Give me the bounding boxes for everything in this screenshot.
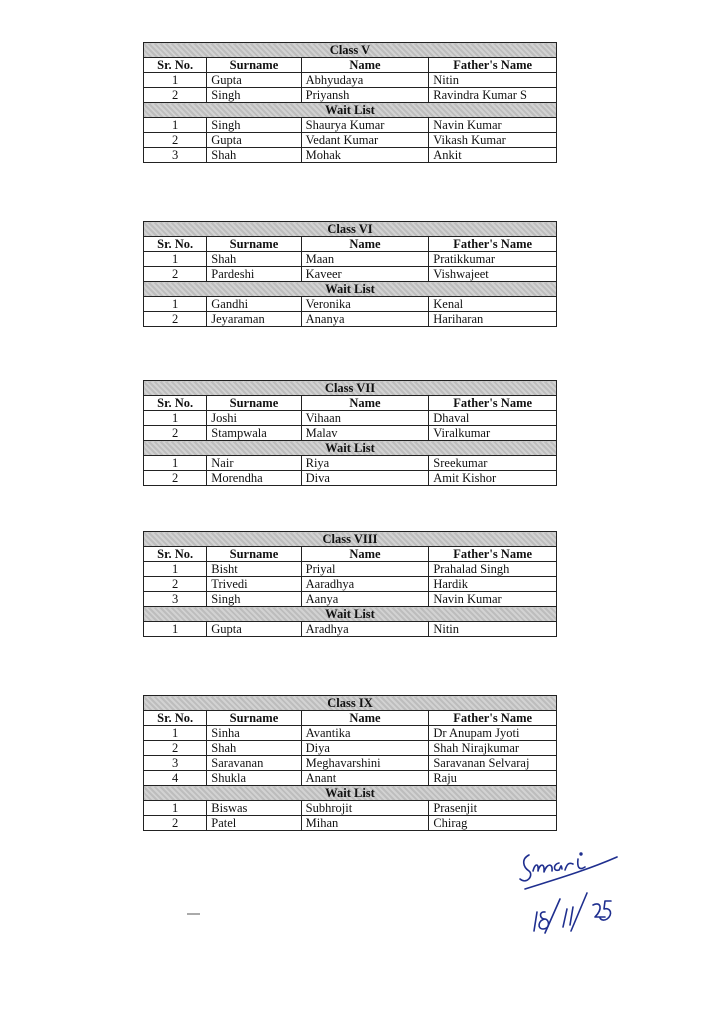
wait-list-student-row (144, 297, 557, 312)
student-row (144, 88, 557, 103)
name-cell: Abhyudaya (301, 73, 429, 88)
class-title-row (144, 532, 557, 547)
fathers-name-cell: Vikash Kumar (429, 133, 557, 148)
name-cell: Veronika (301, 297, 429, 312)
sr-no-cell: 3 (144, 592, 207, 607)
fathers-name-cell: Hardik (429, 577, 557, 592)
surname-cell: Gandhi (207, 297, 301, 312)
header-name: Name (301, 547, 429, 562)
name-cell: Priyal (301, 562, 429, 577)
header-name: Name (301, 237, 429, 252)
class-table-class-ix (143, 695, 557, 831)
wait-list-student-row (144, 801, 557, 816)
wait-list-student-row (144, 118, 557, 133)
wait-list-row (144, 103, 557, 118)
fathers-name-cell: Ravindra Kumar S (429, 88, 557, 103)
header-sr-no: Sr. No. (144, 711, 207, 726)
wait-list-row (144, 441, 557, 456)
sr-no-cell: 2 (144, 312, 207, 327)
wait-list-row (144, 607, 557, 622)
surname-cell: Singh (207, 118, 301, 133)
fathers-name-cell: Sreekumar (429, 456, 557, 471)
sr-no-cell: 2 (144, 88, 207, 103)
fathers-name-cell: Amit Kishor (429, 471, 557, 486)
name-cell: Riya (301, 456, 429, 471)
wait-list-label: Wait List (144, 786, 557, 801)
surname-cell: Jeyaraman (207, 312, 301, 327)
surname-cell: Bisht (207, 562, 301, 577)
student-row (144, 411, 557, 426)
class-table-class-vii (143, 380, 557, 486)
name-cell: Vedant Kumar (301, 133, 429, 148)
header-surname: Surname (207, 58, 301, 73)
fathers-name-cell: Prahalad Singh (429, 562, 557, 577)
sr-no-cell: 1 (144, 297, 207, 312)
name-cell: Meghavarshini (301, 756, 429, 771)
student-row (144, 592, 557, 607)
header-sr-no: Sr. No. (144, 237, 207, 252)
header-surname: Surname (207, 547, 301, 562)
surname-cell: Trivedi (207, 577, 301, 592)
wait-list-label: Wait List (144, 282, 557, 297)
header-sr-no: Sr. No. (144, 58, 207, 73)
surname-cell: Sinha (207, 726, 301, 741)
class-table-class-v (143, 42, 557, 163)
sr-no-cell: 1 (144, 801, 207, 816)
name-cell: Ananya (301, 312, 429, 327)
header-fathers-name: Father's Name (429, 396, 557, 411)
name-cell: Malav (301, 426, 429, 441)
surname-cell: Saravanan (207, 756, 301, 771)
sr-no-cell: 4 (144, 771, 207, 786)
sr-no-cell: 2 (144, 816, 207, 831)
fathers-name-cell: Chirag (429, 816, 557, 831)
column-header-row (144, 547, 557, 562)
name-cell: Anant (301, 771, 429, 786)
surname-cell: Shah (207, 741, 301, 756)
sr-no-cell: 2 (144, 426, 207, 441)
header-sr-no: Sr. No. (144, 547, 207, 562)
name-cell: Vihaan (301, 411, 429, 426)
fathers-name-cell: Kenal (429, 297, 557, 312)
class-title-row (144, 696, 557, 711)
student-row (144, 562, 557, 577)
class-title: Class VIII (144, 532, 557, 547)
student-row (144, 426, 557, 441)
column-header-row (144, 396, 557, 411)
wait-list-label: Wait List (144, 607, 557, 622)
class-title: Class IX (144, 696, 557, 711)
student-row (144, 756, 557, 771)
sr-no-cell: 2 (144, 267, 207, 282)
wait-list-student-row (144, 816, 557, 831)
class-title: Class V (144, 43, 557, 58)
wait-list-student-row (144, 133, 557, 148)
fathers-name-cell: Dhaval (429, 411, 557, 426)
surname-cell: Shah (207, 252, 301, 267)
header-name: Name (301, 711, 429, 726)
wait-list-student-row (144, 312, 557, 327)
class-title-row (144, 43, 557, 58)
class-title: Class VII (144, 381, 557, 396)
wait-list-label: Wait List (144, 441, 557, 456)
class-title-row (144, 222, 557, 237)
header-surname: Surname (207, 396, 301, 411)
surname-cell: Joshi (207, 411, 301, 426)
header-surname: Surname (207, 237, 301, 252)
sr-no-cell: 2 (144, 577, 207, 592)
sr-no-cell: 1 (144, 73, 207, 88)
header-fathers-name: Father's Name (429, 711, 557, 726)
name-cell: Diya (301, 741, 429, 756)
sr-no-cell: 1 (144, 622, 207, 637)
name-cell: Diva (301, 471, 429, 486)
name-cell: Avantika (301, 726, 429, 741)
name-cell: Shaurya Kumar (301, 118, 429, 133)
sr-no-cell: 1 (144, 562, 207, 577)
name-cell: Aradhya (301, 622, 429, 637)
fathers-name-cell: Dr Anupam Jyoti (429, 726, 557, 741)
wait-list-label: Wait List (144, 103, 557, 118)
student-row (144, 267, 557, 282)
fathers-name-cell: Ankit (429, 148, 557, 163)
header-fathers-name: Father's Name (429, 547, 557, 562)
name-cell: Mohak (301, 148, 429, 163)
surname-cell: Singh (207, 592, 301, 607)
fathers-name-cell: Navin Kumar (429, 118, 557, 133)
sr-no-cell: 3 (144, 756, 207, 771)
surname-cell: Gupta (207, 133, 301, 148)
name-cell: Aanya (301, 592, 429, 607)
wait-list-student-row (144, 471, 557, 486)
header-surname: Surname (207, 711, 301, 726)
wait-list-row (144, 786, 557, 801)
fathers-name-cell: Raju (429, 771, 557, 786)
sr-no-cell: 1 (144, 726, 207, 741)
header-name: Name (301, 396, 429, 411)
surname-cell: Patel (207, 816, 301, 831)
surname-cell: Singh (207, 88, 301, 103)
header-sr-no: Sr. No. (144, 396, 207, 411)
name-cell: Priyansh (301, 88, 429, 103)
column-header-row (144, 237, 557, 252)
handwritten-signature (515, 845, 625, 935)
wait-list-student-row (144, 148, 557, 163)
student-row (144, 577, 557, 592)
student-row (144, 252, 557, 267)
surname-cell: Biswas (207, 801, 301, 816)
student-row (144, 73, 557, 88)
surname-cell: Stampwala (207, 426, 301, 441)
sr-no-cell: 1 (144, 456, 207, 471)
sr-no-cell: 2 (144, 741, 207, 756)
surname-cell: Gupta (207, 73, 301, 88)
surname-cell: Shukla (207, 771, 301, 786)
sr-no-cell: 1 (144, 118, 207, 133)
surname-cell: Gupta (207, 622, 301, 637)
surname-cell: Pardeshi (207, 267, 301, 282)
fathers-name-cell: Nitin (429, 622, 557, 637)
column-header-row (144, 711, 557, 726)
fathers-name-cell: Saravanan Selvaraj (429, 756, 557, 771)
surname-cell: Shah (207, 148, 301, 163)
header-name: Name (301, 58, 429, 73)
sr-no-cell: 2 (144, 133, 207, 148)
student-row (144, 726, 557, 741)
sr-no-cell: 2 (144, 471, 207, 486)
header-fathers-name: Father's Name (429, 237, 557, 252)
fathers-name-cell: Prasenjit (429, 801, 557, 816)
scan-mark (186, 903, 206, 907)
fathers-name-cell: Shah Nirajkumar (429, 741, 557, 756)
name-cell: Kaveer (301, 267, 429, 282)
surname-cell: Nair (207, 456, 301, 471)
class-title-row (144, 381, 557, 396)
name-cell: Subhrojit (301, 801, 429, 816)
fathers-name-cell: Pratikkumar (429, 252, 557, 267)
wait-list-student-row (144, 456, 557, 471)
sr-no-cell: 1 (144, 252, 207, 267)
fathers-name-cell: Nitin (429, 73, 557, 88)
wait-list-row (144, 282, 557, 297)
header-fathers-name: Father's Name (429, 58, 557, 73)
surname-cell: Morendha (207, 471, 301, 486)
student-row (144, 741, 557, 756)
class-title: Class VI (144, 222, 557, 237)
wait-list-student-row (144, 622, 557, 637)
student-row (144, 771, 557, 786)
class-table-class-viii (143, 531, 557, 637)
fathers-name-cell: Navin Kumar (429, 592, 557, 607)
column-header-row (144, 58, 557, 73)
sr-no-cell: 1 (144, 411, 207, 426)
fathers-name-cell: Hariharan (429, 312, 557, 327)
class-table-class-vi (143, 221, 557, 327)
fathers-name-cell: Vishwajeet (429, 267, 557, 282)
name-cell: Mihan (301, 816, 429, 831)
fathers-name-cell: Viralkumar (429, 426, 557, 441)
name-cell: Aaradhya (301, 577, 429, 592)
sr-no-cell: 3 (144, 148, 207, 163)
name-cell: Maan (301, 252, 429, 267)
